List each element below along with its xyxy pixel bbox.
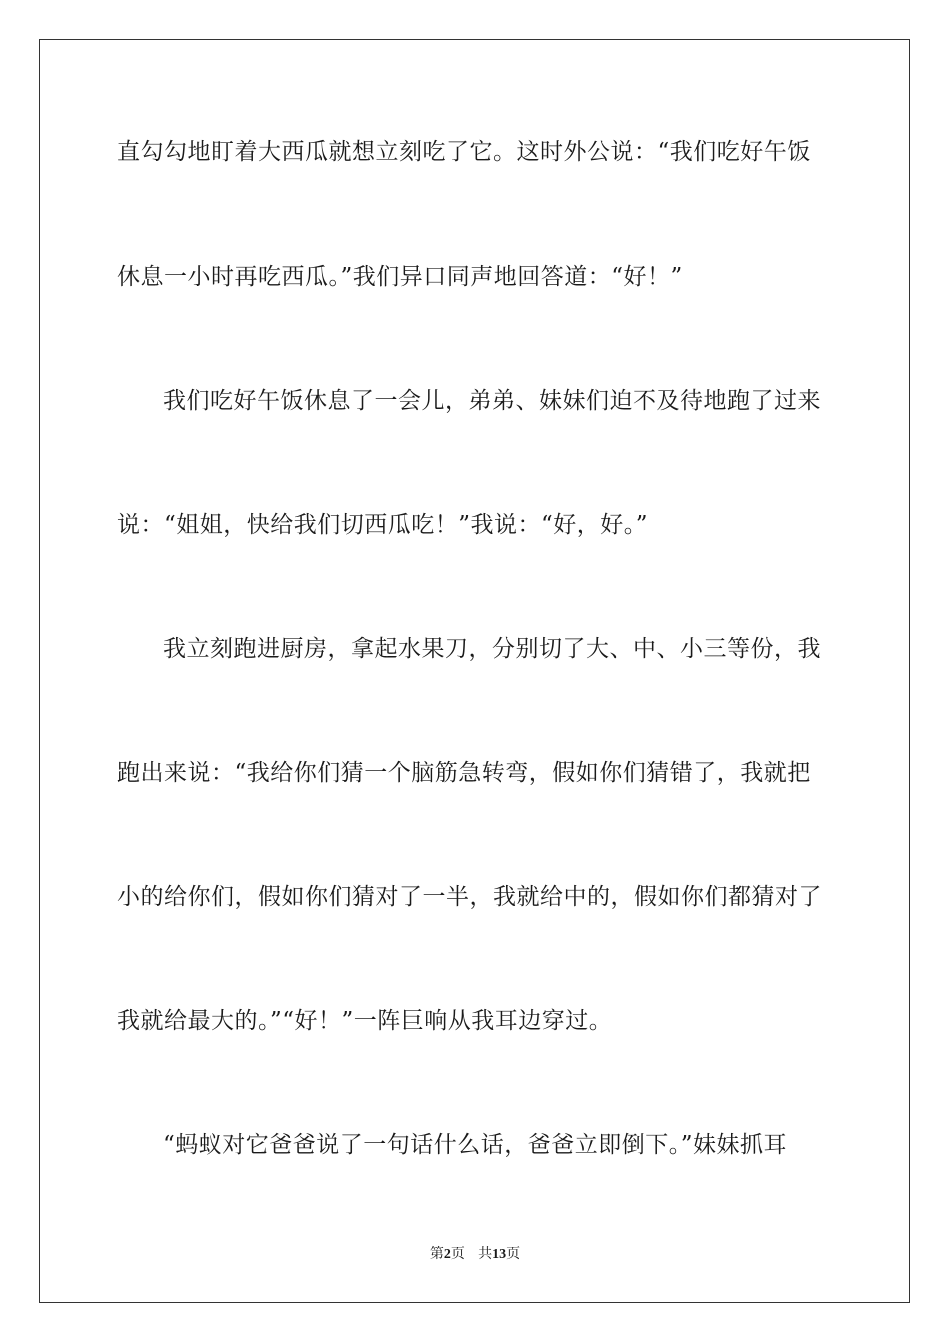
paragraph-line-7: 小的给你们，假如你们猜对了一半，我就给中的，假如你们都猜对了 — [117, 884, 822, 910]
paragraph-line-6: 跑出来说：“我给你们猜一个脑筋急转弯，假如你们猜错了，我就把 — [117, 760, 811, 786]
total-prefix: 共 — [478, 1246, 493, 1262]
page-number: 2 — [443, 1247, 451, 1262]
paragraph-line-9: “蚂蚁对它爸爸说了一句话什么话，爸爸立即倒下。”妹妹抓耳 — [163, 1132, 788, 1158]
paragraph-line-1: 直勾勾地盯着大西瓜就想立刻吃了它。这时外公说：“我们吃好午饭 — [117, 139, 811, 165]
paragraph-line-3: 我们吃好午饭休息了一会儿，弟弟、妹妹们迫不及待地跑了过来 — [163, 388, 821, 414]
total-suffix: 页 — [506, 1246, 521, 1262]
page-suffix: 页 — [450, 1246, 465, 1262]
total-pages: 13 — [492, 1247, 507, 1262]
page-border — [39, 39, 910, 1303]
paragraph-line-5: 我立刻跑进厨房，拿起水果刀，分别切了大、中、小三等份，我 — [163, 636, 821, 662]
paragraph-line-8: 我就给最大的。”“好！”一阵巨响从我耳边穿过。 — [117, 1008, 613, 1034]
paragraph-line-2: 休息一小时再吃西瓜。”我们异口同声地回答道：“好！” — [117, 264, 683, 290]
page-footer — [0, 1245, 950, 1264]
paragraph-line-4: 说：“姐姐，快给我们切西瓜吃！”我说：“好，好。” — [117, 512, 649, 538]
page-prefix: 第 — [429, 1246, 444, 1262]
